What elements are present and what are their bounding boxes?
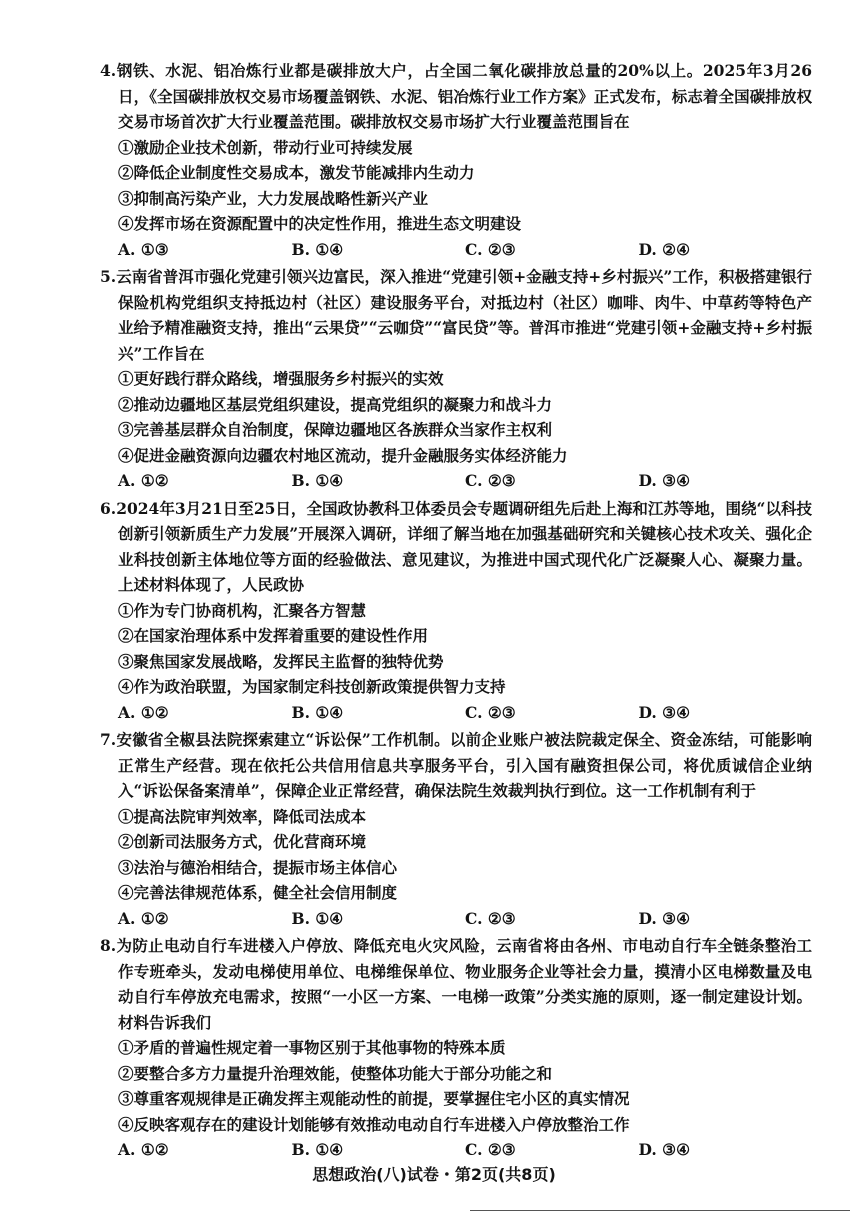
question-8 [100,933,812,1163]
statement-4: ④完善法律规范体系，健全社会信用制度 [118,883,398,902]
statement-4: ④反映客观存在的建设计划能够有效推动电动自行车进楼入户停放整治工作 [118,1114,630,1134]
statement-1: ①激励企业技术创新，带动行业可持续发展 [118,137,413,157]
choice-b: B. ①④ [291,239,344,259]
question-4 [100,58,812,262]
answer-choices [100,1137,812,1163]
question-list [100,58,812,1165]
choice-b: B. ①④ [291,908,344,928]
statement-2: ②创新司法服务方式，优化营商环境 [118,832,367,851]
question-stem [100,58,812,135]
page-footer: 思想政治(八)试卷・第2页(共8页) [312,1165,556,1184]
statement-1: ①提高法院审判效率，降低司法成本 [118,806,367,826]
choice-d: D. ③④ [638,471,690,490]
statement-4: ④促进金融资源向边疆农村地区流动，提升金融服务实体经济能力 [118,445,568,465]
choice-c: C. ②③ [465,702,516,722]
statement-3: ③尊重客观规律是正确发挥主观能动性的前提，要掌握住宅小区的真实情况 [118,1089,630,1108]
statement-1: ①矛盾的普遍性规定着一事物区别于其他事物的特殊本质 [118,1038,506,1057]
choice-d: D. ③④ [638,1140,690,1159]
bottom-divider [470,1210,850,1211]
question-7 [100,727,812,931]
question-stem [100,496,812,598]
choice-a: A. ①② [118,908,169,928]
statement-2: ②推动边疆地区基层党组织建设，提高党组织的凝聚力和战斗力 [118,394,553,414]
question-stem [100,727,812,804]
question-text: 云南省普洱市强化党建引领兴边富民，深入推进“党建引领+金融支持+乡村振兴”工作，积极搭建银行保险机构党组织支持抵边村（社区）建设服务平台，对抵边村（社区）咖啡、肉牛、中草药等特色产业给予精准融资支持，推出“云果贷”“云咖贷”“富民贷”等。普洱市推进“党建引领+金融支持+乡村振兴”工作旨在 [116,267,812,363]
question-5 [100,264,812,494]
choice-a: A. ①② [118,471,169,490]
statement-3: ③聚焦国家发展战略，发挥民主监督的独特优势 [118,651,444,671]
statement-2: ②降低企业制度性交易成本，激发节能减排内生动力 [118,163,475,182]
choice-a: A. ①③ [118,239,169,259]
question-6 [100,496,812,726]
question-text: 为防止电动自行车进楼入户停放、降低充电火灾风险，云南省将由各州、市电动自行车全链条整治工作专班牵头，发动电梯使用单位、电梯维保单位、物业服务企业等社会力量，摸清小区电梯数量及电动自行车停放充电需求，按照“一小区一方案、一电梯一政策”分类实施的原则，逐一制定建设计划。材料告诉我们 [116,936,812,1032]
choice-c: C. ②③ [465,471,516,490]
choice-d: D. ③④ [638,908,690,928]
choice-c: C. ②③ [465,908,516,928]
question-text: 安徽省全椒县法院探索建立“诉讼保”工作机制。以前企业账户被法院裁定保全、资金冻结，可能影响正常生产经营。现在依托公共信用信息共享服务平台，引入国有融资担保公司，将优质诚信企业纳入“诉讼保备案清单”，保障企业正常经营，确保法院生效裁判执行到位。这一工作机制有利于 [116,730,812,800]
choice-b: B. ①④ [291,471,344,490]
question-number: 5. [100,267,117,286]
question-text: 2024年3月21日至25日，全国政协教科卫体委员会专题调研组先后赴上海和江苏等地，围绕“以科技创新引领新质生产力发展”开展深入调研，详细了解当地在加强基础研究和关键核心技术攻关、强化企业科技创新主体地位等方面的经验做法、意见建议，为推进中国式现代化广泛凝聚人心、凝聚力量。上述材料体现了，人民政协 [116,498,812,594]
answer-choices [100,700,812,726]
answer-choices [100,468,812,494]
question-number: 7. [100,730,117,749]
answer-choices [100,906,812,932]
choice-c: C. ②③ [465,239,516,259]
choice-d: D. ②④ [638,239,690,259]
question-number: 8. [100,936,117,955]
choice-b: B. ①④ [291,1140,344,1159]
statement-1: ①作为专门协商机构，汇聚各方智慧 [118,600,367,620]
statement-4: ④发挥市场在资源配置中的决定性作用，推进生态文明建设 [118,214,522,233]
statement-2: ②要整合多方力量提升治理效能，使整体功能大于部分功能之和 [118,1063,553,1083]
answer-choices [100,237,812,263]
statement-3: ③法治与德治相结合，提振市场主体信心 [118,857,398,877]
statement-3: ③抑制高污染产业，大力发展战略性新兴产业 [118,188,429,208]
statement-3: ③完善基层群众自治制度，保障边疆地区各族群众当家作主权利 [118,420,553,439]
choice-c: C. ②③ [465,1140,516,1159]
question-number: 4. [100,61,117,80]
question-text: 钢铁、水泥、铝冶炼行业都是碳排放大户，占全国二氧化碳排放总量的20%以上。2025年3月26日，《全国碳排放权交易市场覆盖钢铁、水泥、铝冶炼行业工作方案》正式发布，标志着全国碳排放权交易市场首次扩大行业覆盖范围。碳排放权交易市场扩大行业覆盖范围旨在 [116,61,812,131]
choice-a: A. ①② [118,702,169,722]
statement-4: ④作为政治联盟，为国家制定科技创新政策提供智力支持 [118,677,506,696]
choice-a: A. ①② [118,1140,169,1159]
question-number: 6. [100,498,117,518]
choice-b: B. ①④ [291,702,344,722]
statement-1: ①更好践行群众路线，增强服务乡村振兴的实效 [118,369,444,388]
choice-d: D. ③④ [638,702,690,722]
question-stem [100,933,812,1035]
statement-2: ②在国家治理体系中发挥着重要的建设性作用 [118,626,429,645]
question-stem [100,264,812,366]
